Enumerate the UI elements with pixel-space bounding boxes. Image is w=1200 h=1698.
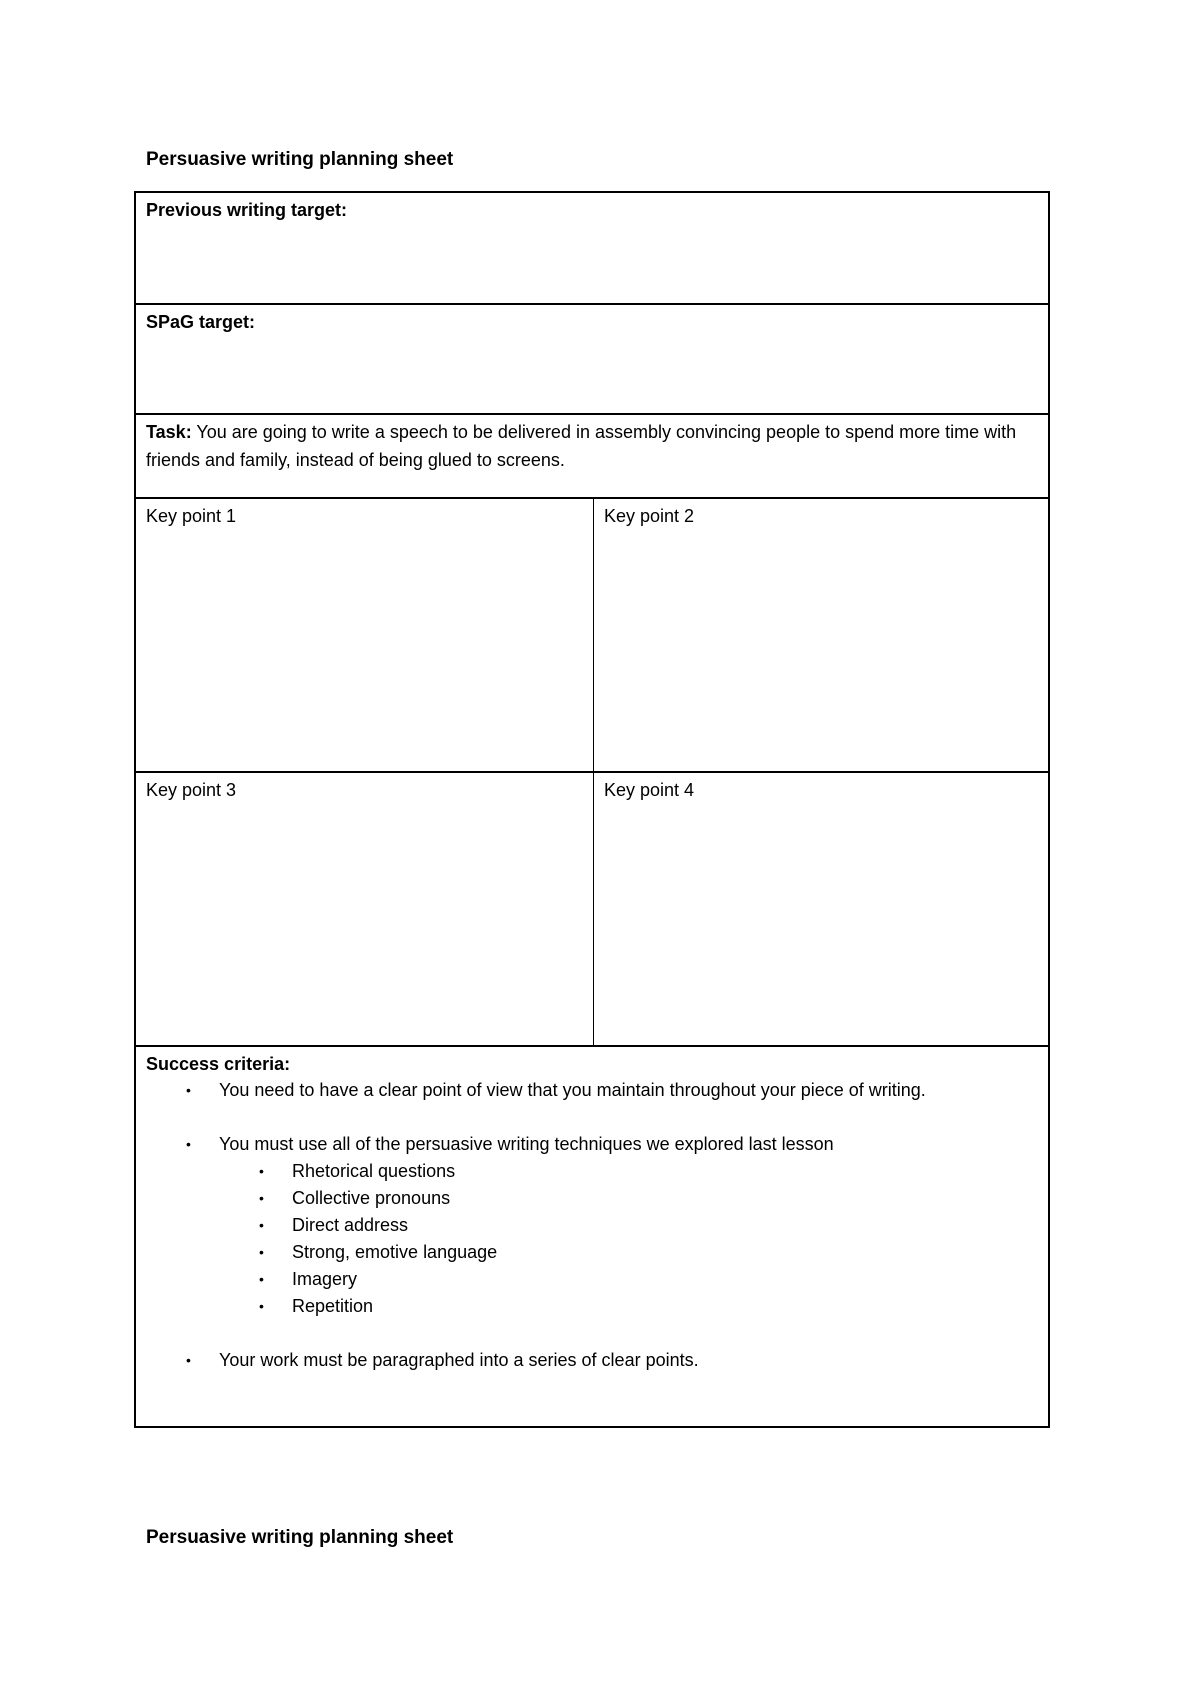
key-point-1-label: Key point 1: [146, 506, 237, 526]
list-item: [219, 1185, 1038, 1212]
previous-writing-target-cell[interactable]: [136, 193, 1048, 303]
success-criteria-row: [136, 1047, 1048, 1426]
bullet-icon: •: [259, 1298, 264, 1314]
success-criteria-cell: [136, 1047, 1048, 1426]
previous-writing-target-row: [136, 193, 1048, 305]
bullet-icon: •: [186, 1136, 191, 1152]
page-title-repeat: Persuasive writing planning sheet: [146, 1527, 454, 1548]
criteria-text: Your work must be paragraphed into a series of clear points.: [219, 1350, 699, 1370]
task-cell: [136, 415, 1048, 497]
technique-text: Rhetorical questions: [292, 1161, 456, 1181]
success-criteria-list: [146, 1077, 1038, 1374]
technique-text: Strong, emotive language: [292, 1242, 498, 1262]
list-item: [219, 1158, 1038, 1185]
key-points-row-2: [136, 773, 1048, 1047]
list-item: [146, 1347, 1038, 1374]
page-title: Persuasive writing planning sheet: [146, 149, 454, 170]
bullet-icon: •: [186, 1352, 191, 1368]
criteria-text: You must use all of the persuasive writing techniques we explored last lesson: [219, 1134, 834, 1154]
list-item: [146, 1077, 1038, 1104]
list-item: [219, 1266, 1038, 1293]
spag-target-row: [136, 305, 1048, 415]
bullet-icon: •: [259, 1163, 264, 1179]
task-text: You are going to write a speech to be delivered in assembly convincing people to spend more time with friends and family, instead of being glued to screens.: [146, 422, 1017, 470]
key-point-4-label: Key point 4: [604, 780, 695, 800]
bullet-icon: •: [259, 1271, 264, 1287]
task-row: [136, 415, 1048, 499]
key-point-1-cell[interactable]: [136, 499, 594, 771]
technique-text: Imagery: [292, 1269, 358, 1289]
key-point-2-label: Key point 2: [604, 506, 695, 526]
planning-sheet-table: [134, 191, 1050, 1428]
task-description: [146, 418, 1038, 474]
previous-writing-target-label: Previous writing target:: [146, 200, 348, 220]
criteria-text: You need to have a clear point of view that you maintain throughout your piece of writing.: [219, 1080, 926, 1100]
spag-target-cell[interactable]: [136, 305, 1048, 413]
bullet-icon: •: [259, 1244, 264, 1260]
list-item: [219, 1212, 1038, 1239]
key-point-2-cell[interactable]: [594, 499, 1048, 771]
key-point-3-cell[interactable]: [136, 773, 594, 1045]
list-item: [219, 1239, 1038, 1266]
list-item: [219, 1293, 1038, 1320]
spag-target-label: SPaG target:: [146, 312, 256, 332]
bullet-icon: •: [259, 1190, 264, 1206]
success-criteria-label: Success criteria:: [146, 1054, 291, 1074]
task-label: Task:: [146, 422, 192, 442]
technique-text: Repetition: [292, 1296, 374, 1316]
technique-text: Collective pronouns: [292, 1188, 451, 1208]
list-item: [146, 1131, 1038, 1320]
technique-text: Direct address: [292, 1215, 409, 1235]
key-points-row-1: [136, 499, 1048, 773]
bullet-icon: •: [259, 1217, 264, 1233]
bullet-icon: •: [186, 1082, 191, 1098]
key-point-3-label: Key point 3: [146, 780, 237, 800]
techniques-list: [219, 1158, 1038, 1320]
key-point-4-cell[interactable]: [594, 773, 1048, 1045]
